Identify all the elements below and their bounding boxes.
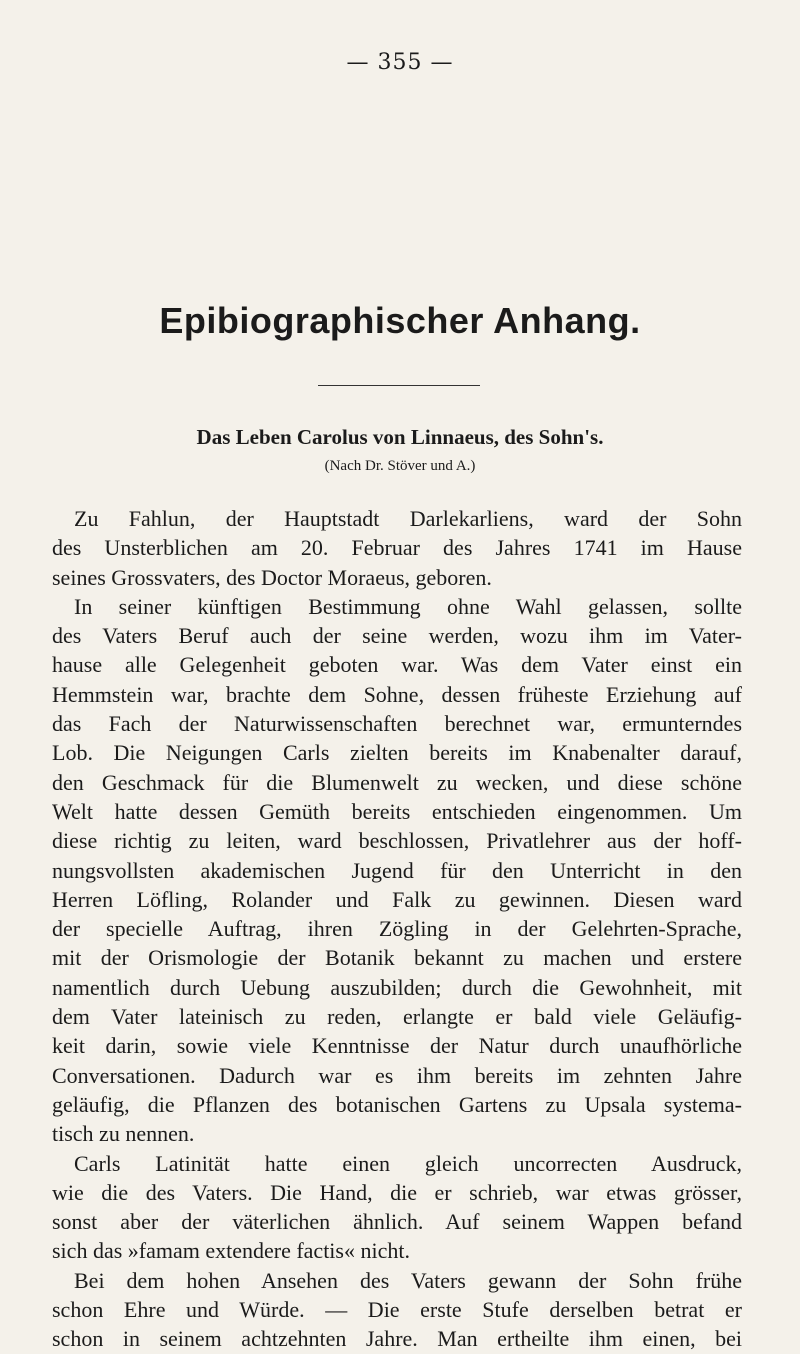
text-line: Herren Löfling, Rolander und Falk zu gewinnen. Diesen ward: [52, 886, 742, 912]
page-number: — 355 —: [346, 50, 454, 75]
text-line: geläufig, die Pflanzen des botanischen Gartens zu Upsala systema-: [52, 1091, 742, 1117]
text-line: mit der Orismologie der Botanik bekannt zu machen und erstere: [52, 945, 742, 971]
body-text: [52, 504, 742, 1354]
text-line: der specielle Auftrag, ihren Zögling in der Gelehrten-Sprache,: [52, 916, 742, 942]
text-line: des Unsterblichen am 20. Februar des Jahres 1741 im Hause: [52, 535, 742, 561]
text-line: dem Vater lateinisch zu reden, erlangte er bald viele Geläufig-: [52, 1004, 742, 1030]
text-line: sich das »famam extendere factis« nicht.: [52, 1238, 410, 1264]
text-line: namentlich durch Uebung auszubilden; durch die Gewohnheit, mit: [52, 974, 742, 1000]
text-line: diese richtig zu leiten, ward beschlossen, Privatlehrer aus der hoff-: [52, 828, 742, 854]
text-line: schon in seinem achtzehnten Jahre. Man ertheilte ihm einen, bei: [52, 1326, 742, 1352]
text-line: Hemmstein war, brachte dem Sohne, dessen früheste Erziehung auf: [52, 681, 742, 707]
text-line: Carls Latinität hatte einen gleich uncorrecten Ausdruck,: [74, 1150, 742, 1176]
chapter-subtitle: Das Leben Carolus von Linnaeus, des Sohn's.: [196, 425, 604, 449]
text-line: Welt hatte dessen Gemüth bereits entschieden eingenommen. Um: [52, 798, 742, 824]
text-line: das Fach der Naturwissenschaften berechnet war, ermunterndes: [52, 711, 742, 737]
text-line: hause alle Gelegenheit geboten war. Was dem Vater einst ein: [52, 652, 742, 678]
text-line: Bei dem hohen Ansehen des Vaters gewann der Sohn frühe: [74, 1267, 742, 1293]
text-line: nungsvollsten akademischen Jugend für den Unterricht in den: [52, 857, 742, 883]
text-line: seines Grossvaters, des Doctor Moraeus, geboren.: [52, 564, 492, 590]
text-line: des Vaters Beruf auch der seine werden, wozu ihm im Vater-: [52, 623, 742, 649]
text-line: In seiner künftigen Bestimmung ohne Wahl gelassen, sollte: [74, 593, 742, 619]
text-line: den Geschmack für die Blumenwelt zu wecken, und diese schöne: [52, 769, 742, 795]
title-rule: [318, 385, 480, 386]
text-line: tisch zu nennen.: [52, 1121, 195, 1147]
section-title: Epibiographischer Anhang.: [159, 300, 641, 341]
source-note: (Nach Dr. Stöver und A.): [324, 458, 476, 474]
text-line: wie die des Vaters. Die Hand, die er schrieb, war etwas grösser,: [52, 1179, 742, 1205]
text-line: keit darin, sowie viele Kenntnisse der Natur durch unaufhörliche: [52, 1033, 742, 1059]
text-line: Zu Fahlun, der Hauptstadt Darlekarliens, ward der Sohn: [74, 506, 742, 531]
text-line: Conversationen. Dadurch war es ihm bereits im zehnten Jahre: [52, 1062, 742, 1088]
text-line: Lob. Die Neigungen Carls zielten bereits im Knabenalter darauf,: [52, 740, 742, 766]
text-line: schon Ehre und Würde. — Die erste Stufe derselben betrat er: [52, 1297, 742, 1323]
text-line: sonst aber der väterlichen ähnlich. Auf seinem Wappen befand: [52, 1209, 742, 1235]
